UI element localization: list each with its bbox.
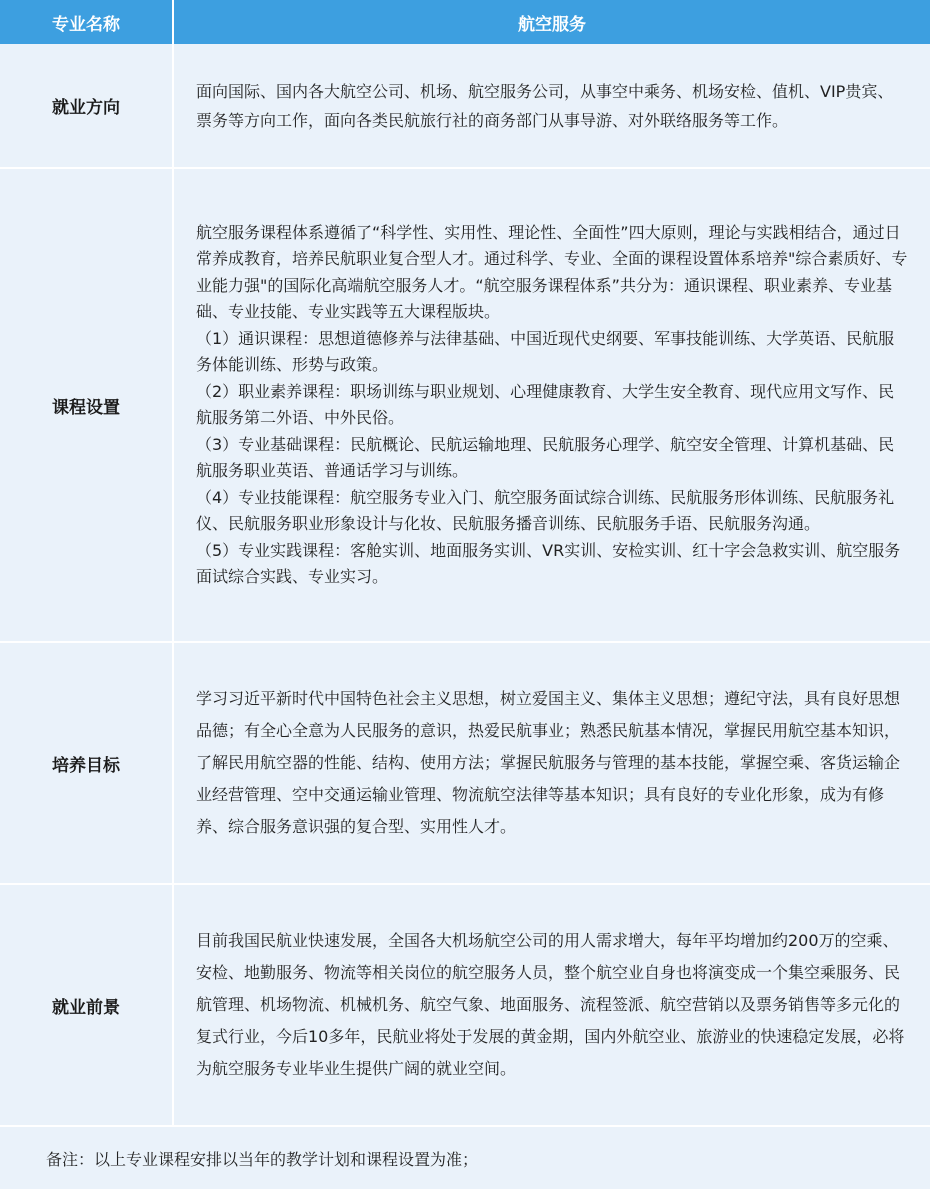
row-label: 就业前景 [0, 885, 174, 1125]
row-employment-direction [0, 44, 930, 169]
row-training-goal [0, 643, 930, 885]
row-label: 就业方向 [0, 44, 174, 167]
paragraph: 目前我国民航业快速发展，全国各大机场航空公司的用人需求增大，每年平均增加约200万的空乘、安检、地勤服务、物流等相关岗位的航空服务人员，整个航空业自身也将演变成一个集空乘服务、民航管理、机场物流、机械机务、航空气象、地面服务、流程签派、航空营销以及票务销售等多元化的复式行业，今后10多年，民航业将处于发展的黄金期，国内外航空业、旅游业的快速稳定发展，必将为航空服务专业毕业生提供广阔的就业空间。 [196, 931, 905, 1078]
row-content [196, 643, 908, 883]
row-content [196, 44, 908, 167]
paragraph: 航空服务课程体系遵循了“科学性、实用性、理论性、全面性”四大原则，理论与实践相结合，通过日常养成教育，培养民航职业复合型人才。通过科学、专业、全面的课程设置体系培养"综合素质好、专业能力强"的国际化高端航空服务人才。“航空服务课程体系”共分为：通识课程、职业素养、专业基础、专业技能、专业实践等五大课程版块。 [196, 222, 908, 321]
row-employment-prospects [0, 885, 930, 1127]
row-content [196, 885, 908, 1125]
row-label: 培养目标 [0, 643, 174, 883]
paragraph: （3）专业基础课程：民航概论、民航运输地理、民航服务心理学、航空安全管理、计算机基础、民航服务职业英语、普通话学习与训练。 [196, 434, 895, 480]
paragraph: 学习习近平新时代中国特色社会主义思想，树立爱国主义、集体主义思想；遵纪守法，具有良好思想品德；有全心全意为人民服务的意识，热爱民航事业；熟悉民航基本情况，掌握民用航空基本知识，了解民用航空器的性能、结构、使用方法；掌握民航服务与管理的基本技能，掌握空乘、客货运输企业经营管理、空中交通运输业管理、物流航空法律等基本知识；具有良好的专业化形象，成为有修养、综合服务意识强的复合型、实用性人才。 [196, 689, 901, 836]
paragraph: 面向国际、国内各大航空公司、机场、航空服务公司，从事空中乘务、机场安检、值机、VIP贵宾、票务等方向工作，面向各类民航旅行社的商务部门从事导游、对外联络服务等工作。 [196, 81, 894, 130]
paragraph: （2）职业素养课程：职场训练与职业规划、心理健康教育、大学生安全教育、现代应用文写作、民航服务第二外语、中外民俗。 [196, 381, 895, 427]
footnote: 备注：以上专业课程安排以当年的教学计划和课程设置为准； [46, 1149, 479, 1169]
header-major-name-label: 专业名称 [0, 0, 174, 44]
header-major-value: 航空服务 [174, 0, 930, 44]
row-label: 课程设置 [0, 169, 174, 641]
row-content [196, 169, 908, 641]
paragraph: （4）专业技能课程：航空服务专业入门、航空服务面试综合训练、民航服务形体训练、民航服务礼仪、民航服务职业形象设计与化妆、民航服务播音训练、民航服务手语、民航服务沟通。 [196, 487, 895, 533]
row-curriculum [0, 169, 930, 643]
paragraph: （5）专业实践课程：客舱实训、地面服务实训、VR实训、安检实训、红十字会急救实训、航空服务面试综合实践、专业实习。 [196, 540, 901, 586]
paragraph: （1）通识课程：思想道德修养与法律基础、中国近现代史纲要、军事技能训练、大学英语、民航服务体能训练、形势与政策。 [196, 328, 895, 374]
